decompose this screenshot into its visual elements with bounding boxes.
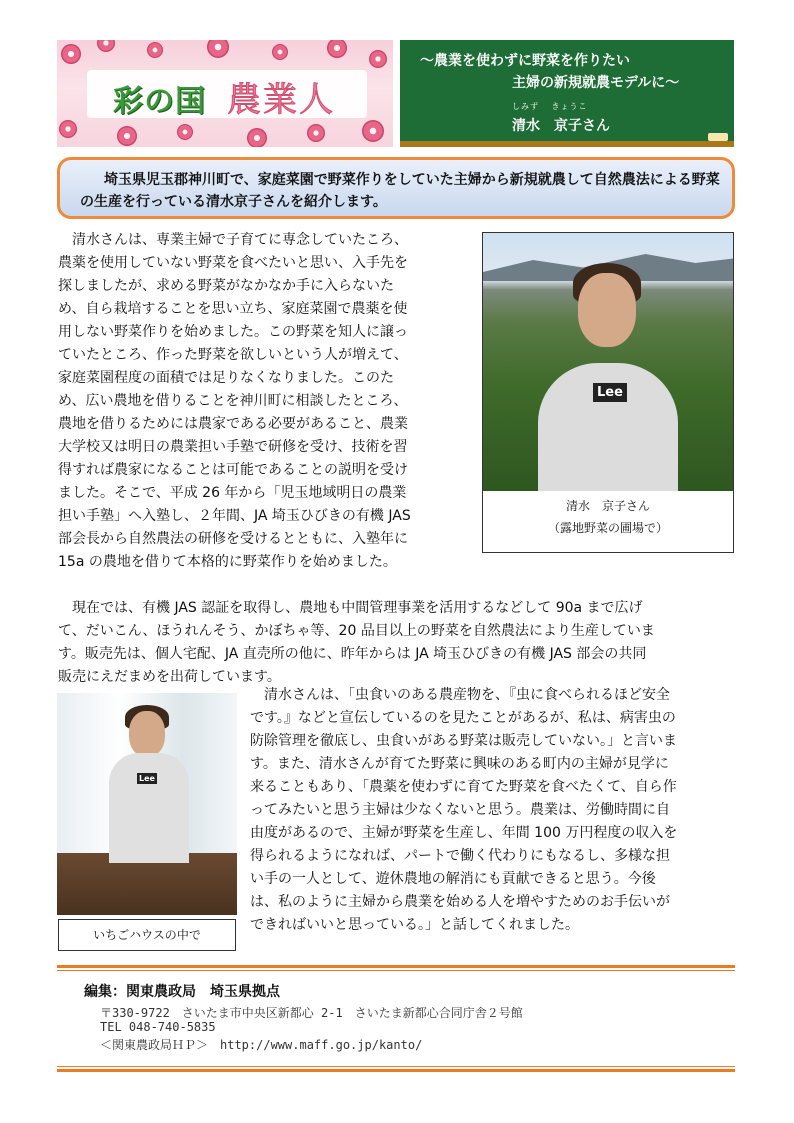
person-head <box>578 273 636 347</box>
text-line: 得られるようになれば、パートで働く代わりにもなるし、多様な担 <box>250 848 670 864</box>
subtitle-line1: ～農業を使わずに野菜を作りたい <box>420 53 630 69</box>
text-line: 部会長から自然農法の研修を受けるとともに、入塾年に <box>58 531 408 547</box>
intro-text: 埼玉県児玉郡神川町で、家庭菜園で野菜作りをしていた主婦から新規就農して自然農法による野菜の生産を行っている清水京子さんを紹介します。 <box>80 172 720 210</box>
text-line: 得すれば農家になることは可能であることの説明を受け <box>58 462 408 478</box>
caption-name: 清水 京子さん <box>565 499 650 513</box>
footer-rule-bottom-thin <box>57 1066 735 1067</box>
text-line: 15a の農地を借りて本格的に野菜作りを始めました。 <box>58 554 397 570</box>
featured-name: 清水 京子さん <box>512 118 610 134</box>
chalk-icon <box>708 133 728 141</box>
text-line: め、広い農地を借りることを神川町に相談したところ、 <box>58 393 408 409</box>
footer-tel: TEL 048-740-5835 <box>100 1020 216 1034</box>
footer-rule-bottom <box>57 1069 735 1072</box>
photo-greenhouse <box>57 693 237 915</box>
photo-field-figure <box>482 232 734 553</box>
blossom-icon <box>117 126 137 146</box>
sweater-logo: Lee <box>593 383 627 402</box>
person-head <box>129 711 165 757</box>
text-line: 販売にえだまめを出荷しています。 <box>58 669 281 685</box>
blossom-icon <box>307 124 325 142</box>
text-line: 清水さんは、専業主婦で子育てに専念していたころ、 <box>58 232 408 248</box>
text-line: 防除管理を徹底し、虫食いがある野菜は販売していない。」と言いま <box>250 733 677 749</box>
paragraph-background <box>58 229 470 574</box>
banner-plum-blossom <box>57 40 393 147</box>
footer-url[interactable]: ＜関東農政局ＨＰ＞ http://www.maff.go.jp/kanto/ <box>100 1038 423 1052</box>
footer-address: 〒330-9722 さいたま市中央区新都心 2-1 さいたま新都心合同庁舎２号館 <box>100 1006 523 1020</box>
text-line: 農薬を使用していない野菜を食べたいと思い、入手先を <box>58 255 408 271</box>
person-sweater <box>109 753 189 863</box>
blossom-icon <box>97 40 115 52</box>
text-line: 用しない野菜作りを始めました。この野菜を知人に譲っ <box>58 324 408 340</box>
intro-box <box>57 157 735 219</box>
name-ruby: しみず きょうこ <box>512 102 588 111</box>
text-line: ていたところ、作った野菜を欲しいという人が増えて、 <box>58 347 408 363</box>
text-line: 現在では、有機 JAS 認証を取得し、農地も中間管理事業を活用するなどして 90a まで広げ <box>58 600 643 616</box>
blossom-icon <box>177 124 193 140</box>
blossom-icon <box>147 42 163 58</box>
paragraph-quote <box>250 684 740 937</box>
sweater-logo: Lee <box>139 774 155 783</box>
paragraph-current <box>58 597 738 689</box>
text-line: て、だいこん、ほうれんそう、かぼちゃ等、20 品目以上の野菜を自然農法により生産していま <box>58 623 655 639</box>
photo-field <box>483 233 733 491</box>
text-line: 来ることもあり、「農薬を使わずに育てた野菜を食べたくて、自ら作 <box>250 779 677 795</box>
footer-editor: 編集：関東農政局 埼玉県拠点 <box>84 984 280 1000</box>
footer-rule-top <box>57 965 735 968</box>
caption-location: （露地野菜の圃場で） <box>547 521 668 535</box>
text-line: め、自ら栽培することを思い立ち、家庭菜園で農薬を使 <box>58 301 408 317</box>
text-line: 清水さんは、「虫食いのある農産物を、『虫に食べられるほど安全 <box>250 687 670 703</box>
banner-title-sainokuni: 彩の国 <box>113 84 206 119</box>
photo-greenhouse-figure <box>57 693 237 953</box>
text-line: 由度があるので、主婦が野菜を生産し、年間 100 万円程度の収入を <box>250 825 678 841</box>
chalkboard-header <box>400 40 734 147</box>
blossom-icon <box>61 44 81 64</box>
text-line: ってみたいと思う主婦は少なくないと思う。農業は、労働時間に自 <box>250 802 670 818</box>
footer-rule-top-thin <box>57 970 735 971</box>
banner-title-nogyojin: 農業人 <box>227 80 335 120</box>
photo-caption: いちごハウスの中で <box>58 919 236 951</box>
blossom-icon <box>272 44 288 60</box>
text-line: です。』などと宣伝しているのを見たことがあるが、私は、病害虫の <box>250 710 676 726</box>
text-line: 農地を借りるためには農家である必要があること、農業 <box>58 416 408 432</box>
text-line: 大学校又は明日の農業担い手塾で研修を受け、技術を習 <box>58 439 408 455</box>
text-line: 家庭菜園程度の面積では足りなくなりました。このた <box>58 370 394 386</box>
text-line: す。また、清水さんが育てた野菜に興味のある町内の主婦が見学に <box>250 756 669 772</box>
photo-caption <box>483 495 733 539</box>
blossom-icon <box>207 40 229 58</box>
blossom-icon <box>247 128 267 147</box>
text-line: 担い手塾」へ入塾し、２年間、JA 埼玉ひびきの有機 JAS <box>58 508 411 524</box>
blossom-icon <box>369 50 387 68</box>
text-line: ました。そこで、平成 26 年から「児玉地域明日の農業 <box>58 485 407 501</box>
blossom-icon <box>362 120 384 142</box>
text-line: できればいいと思っている。」と話してくれました。 <box>250 917 579 933</box>
blossom-icon <box>59 120 77 138</box>
text-line: す。販売先は、個人宅配、JA 直売所の他に、昨年からは JA 埼玉ひびきの有機 JAS 部会の共同 <box>58 646 647 662</box>
text-line: い手の一人として、遊休農地の解消にも貢献できると思う。今後 <box>250 871 656 887</box>
subtitle-line2: 主婦の新規就農モデルに～ <box>512 75 680 91</box>
blossom-icon <box>327 40 347 58</box>
text-line: 探しましたが、求める野菜がなかなか手に入らないた <box>58 278 394 294</box>
text-line: は、私のように主婦から農業を始める人を増やすためのお手伝いが <box>250 894 670 910</box>
